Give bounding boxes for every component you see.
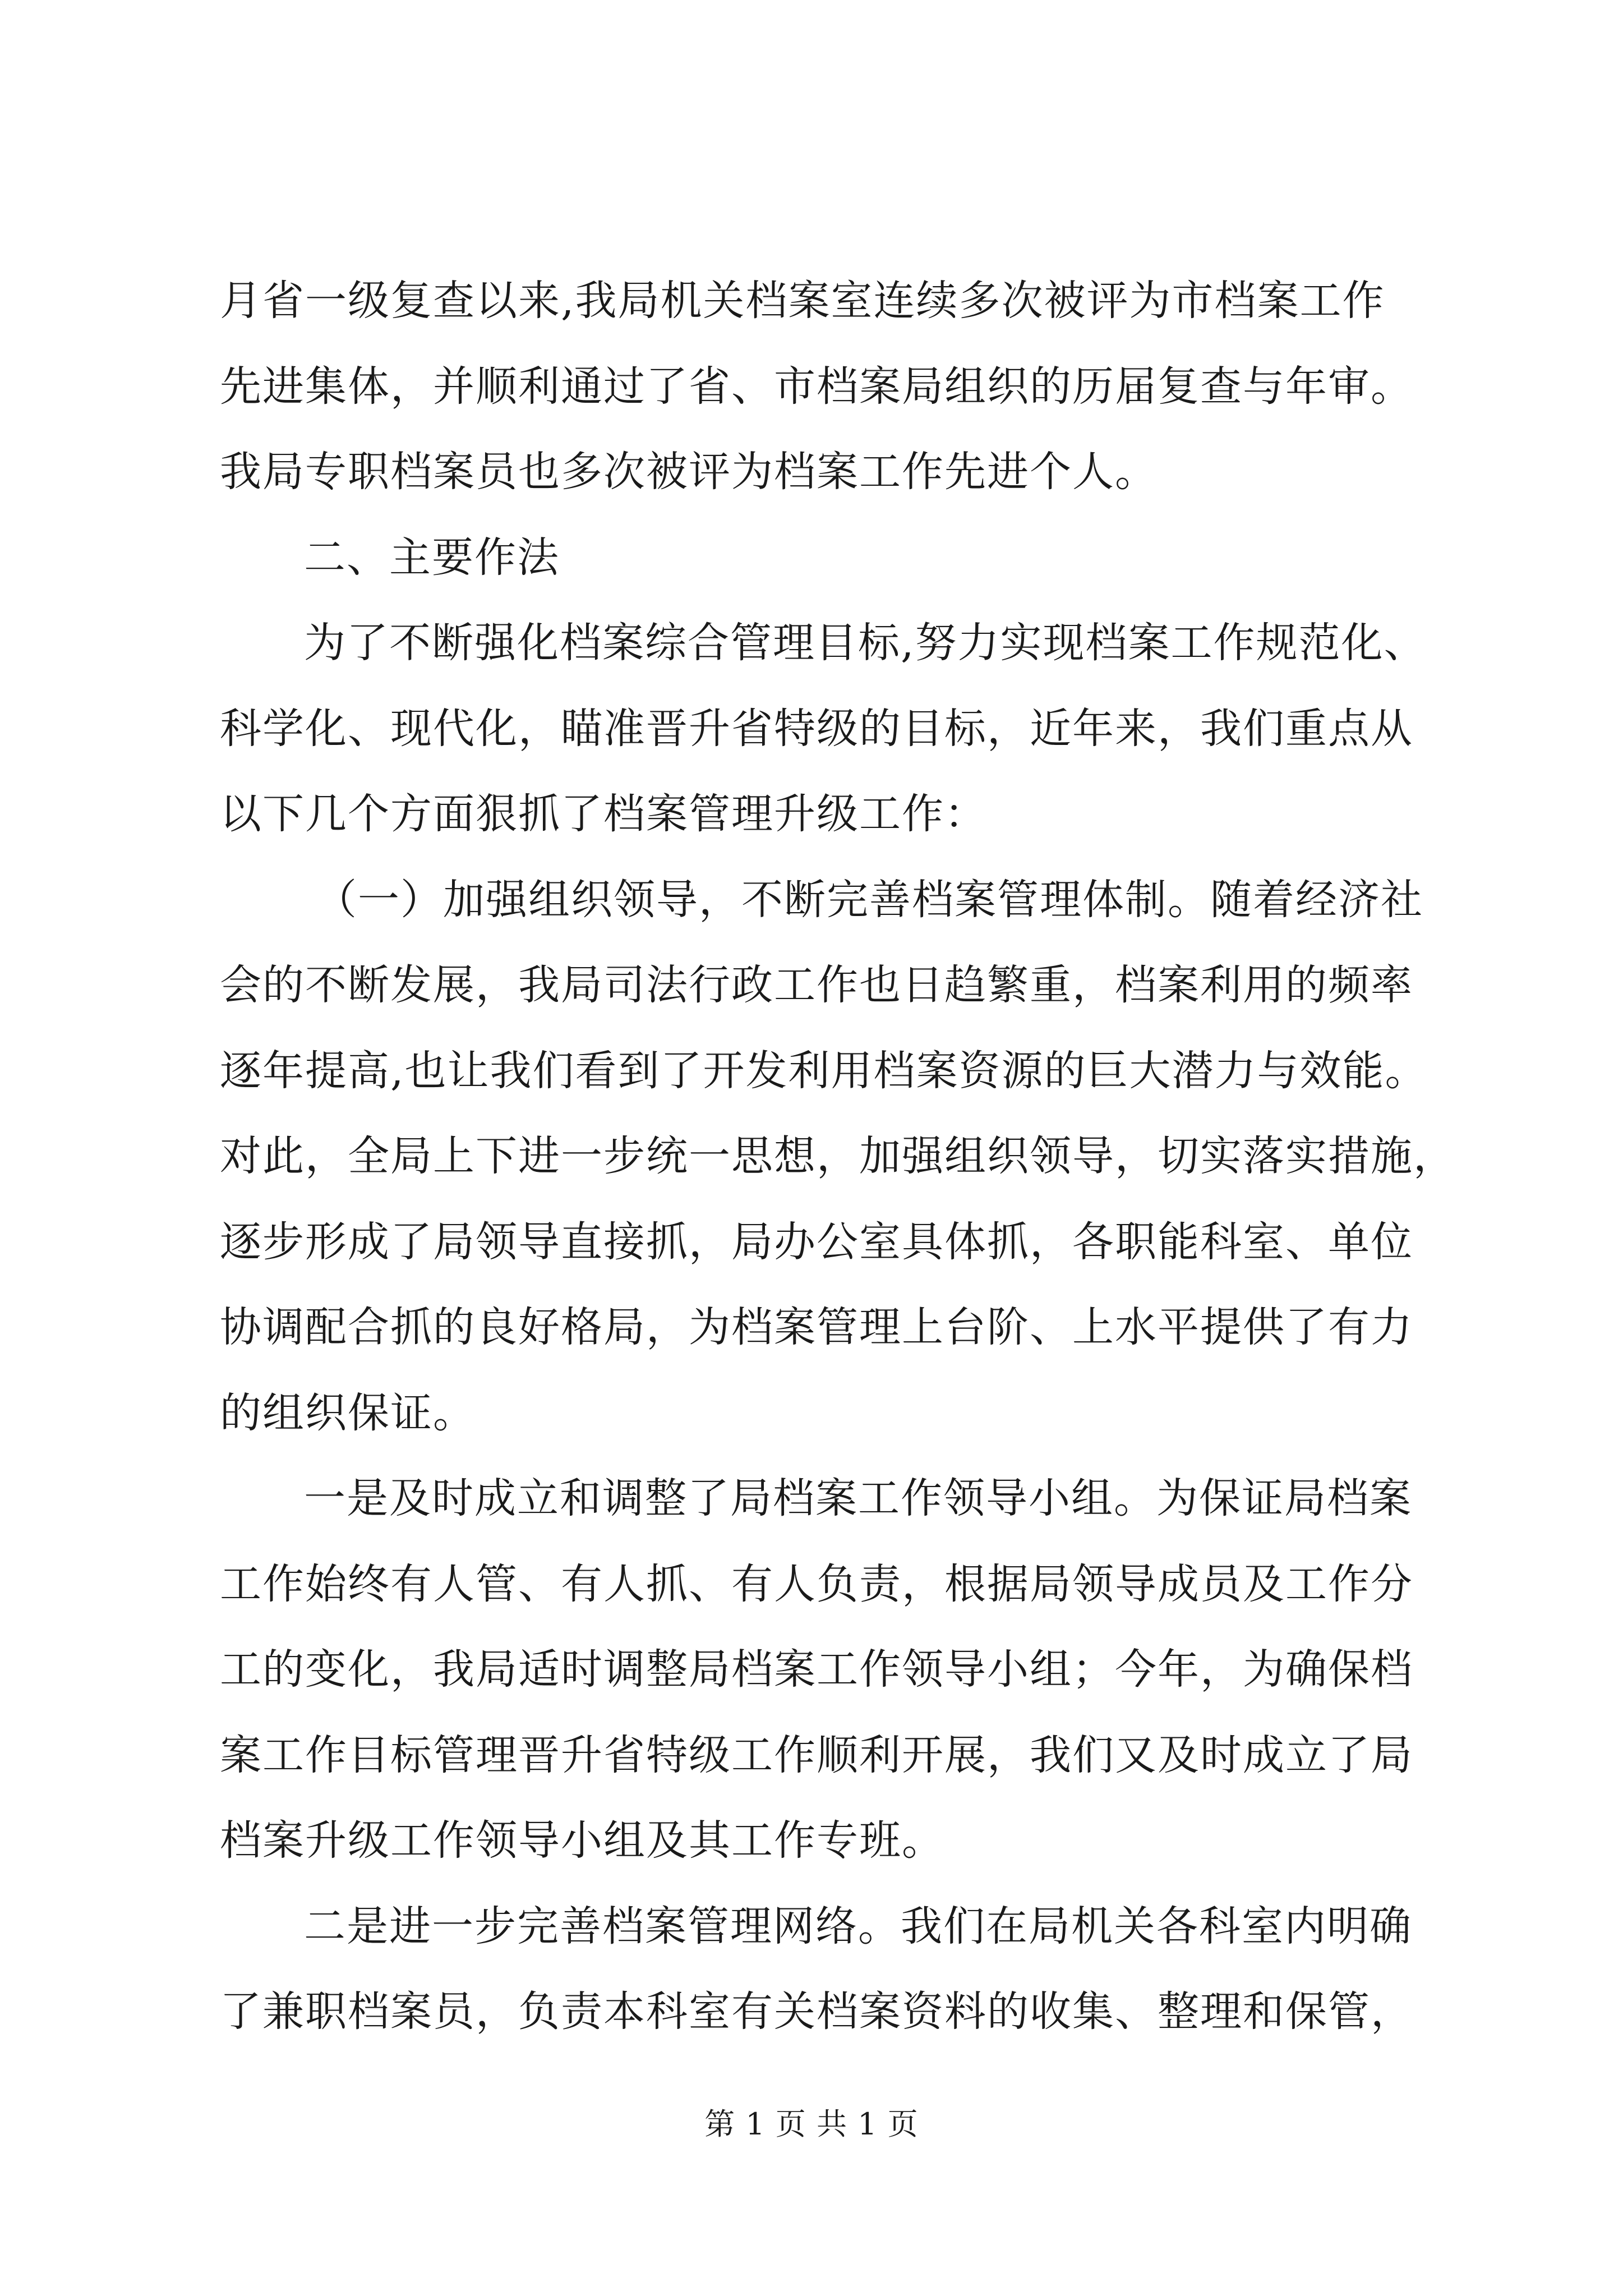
- document-body: [220, 258, 1456, 2055]
- paragraph-line: 二是进一步完善档案管理网络。我们在局机关各科室内明确: [304, 1902, 1412, 1950]
- paragraph-line: 先进集体，并顺利通过了省、市档案局组织的历届复查与年审。: [220, 362, 1413, 411]
- section-heading: 二、主要作法: [304, 533, 560, 582]
- paragraph-line: 一是及时成立和调整了局档案工作领导小组。为保证局档案: [304, 1474, 1412, 1522]
- paragraph-line: 月省一级复查以来,我局机关档案室连续多次被评为市档案工作: [220, 277, 1385, 325]
- paragraph-line: 工作始终有人管、有人抓、有人负责，根据局领导成员及工作分: [220, 1559, 1413, 1608]
- subsection-heading: （一）加强组织领导，不断完善档案管理体制。随着经济社: [315, 875, 1423, 924]
- paragraph-line: 我局专职档案员也多次被评为档案工作先进个人。: [220, 448, 1158, 496]
- paragraph-line: 对此，全局上下进一步统一思想，加强组织领导，切实落实措施，: [220, 1132, 1456, 1180]
- paragraph-line: 科学化、现代化，瞄准晋升省特级的目标，近年来，我们重点从: [220, 704, 1413, 753]
- paragraph-line: 逐年提高,也让我们看到了开发利用档案资源的巨大潜力与效能。: [220, 1046, 1428, 1095]
- paragraph-line: 案工作目标管理晋升省特级工作顺利开展，我们又及时成立了局: [220, 1731, 1413, 1779]
- paragraph-line: 工的变化，我局适时调整局档案工作领导小组；今年，为确保档: [220, 1645, 1413, 1694]
- paragraph-line: 的组织保证。: [220, 1388, 476, 1437]
- page-footer: 第 1 页 共 1 页: [704, 2106, 919, 2142]
- paragraph-line: 为了不断强化档案综合管理目标,努力实现档案工作规范化、: [304, 619, 1427, 667]
- paragraph-line: 协调配合抓的良好格局，为档案管理上台阶、上水平提供了有力: [220, 1303, 1413, 1351]
- paragraph-line: 以下几个方面狠抓了档案管理升级工作：: [220, 790, 987, 838]
- paragraph-line: 了兼职档案员，负责本科室有关档案资料的收集、整理和保管，: [220, 1987, 1413, 2036]
- paragraph-line: 档案升级工作领导小组及其工作专班。: [220, 1816, 944, 1865]
- paragraph-line: 会的不断发展，我局司法行政工作也日趋繁重，档案利用的频率: [220, 961, 1413, 1009]
- paragraph-line: 逐步形成了局领导直接抓，局办公室具体抓，各职能科室、单位: [220, 1217, 1413, 1266]
